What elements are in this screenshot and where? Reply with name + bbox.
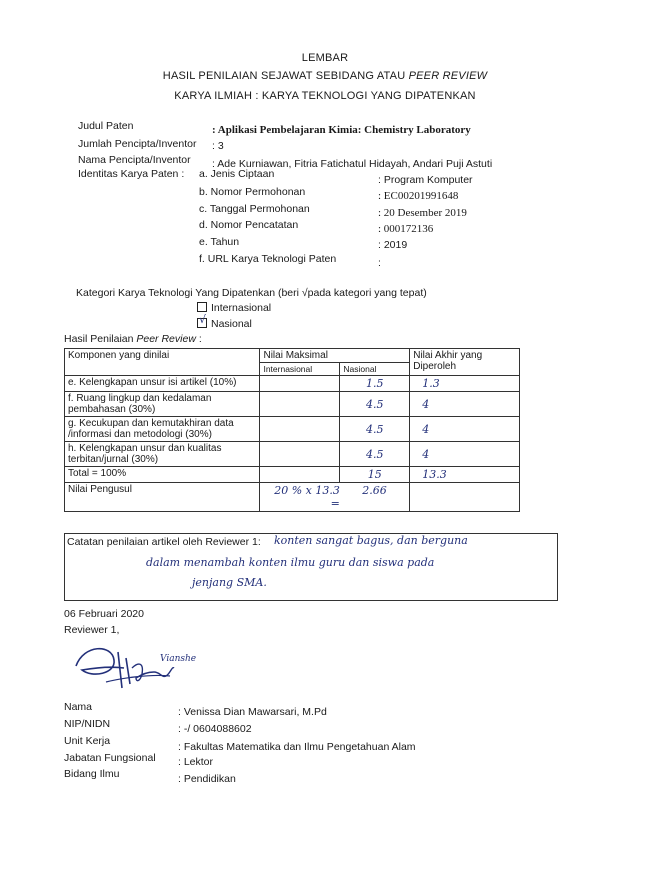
th-akhir-line2: Diperoleh <box>413 361 457 372</box>
hasil-label-italic: Peer Review <box>136 333 196 345</box>
item-label-b: b. Nomor Permohonan <box>199 186 306 198</box>
row-label: h. Kelengkapan unsur dan kualitas terbitan/jurnal (30%) <box>65 442 260 467</box>
cell-akhir: 4 <box>410 392 520 417</box>
pengusul-label: Nilai Pengusul <box>65 483 260 512</box>
cell-internasional <box>260 392 340 417</box>
item-value-e: : 2019 <box>378 239 408 251</box>
doc-subtitle-2: KARYA ILMIAH : KARYA TEKNOLOGI YANG DIPATENKAN <box>174 90 476 102</box>
th-nilai-akhir <box>410 349 520 376</box>
cell-internasional <box>260 417 340 442</box>
th-nilai-maksimal: Nilai Maksimal <box>260 349 410 363</box>
catatan-text-3: jenjang SMA. <box>192 576 267 589</box>
table-pengusul-row <box>65 483 520 512</box>
hasil-label-text: Hasil Penilaian <box>64 333 137 345</box>
table-total-row <box>65 467 520 483</box>
item-label-a: a. Jenis Ciptaan <box>199 168 275 180</box>
kategori-option-internasional <box>197 302 271 314</box>
item-value-b: : EC00201991648 <box>378 190 459 202</box>
nama-value: : Ade Kurniawan, Fitria Fatichatul Hidayah, Andari Puji Astuti <box>212 158 493 170</box>
cell-empty <box>410 483 520 512</box>
cell-nasional: 4.5 <box>340 442 410 467</box>
identitas-label: Identitas Karya Paten : <box>78 168 185 180</box>
hasil-label-suffix: : <box>195 333 202 345</box>
total-akhir: 13.3 <box>410 467 520 483</box>
kategori-title: Kategori Karya Teknologi Yang Dipatenkan (beri √pada kategori yang tepat) <box>76 287 427 299</box>
item-label-d: d. Nomor Pencatatan <box>199 219 299 231</box>
checkbox-unchecked-icon <box>197 302 207 312</box>
signature-suffix: Vianshe <box>160 654 197 664</box>
identity-value-nama: : Venissa Dian Mawarsari, M.Pd <box>178 706 327 718</box>
cell-nasional: 4.5 <box>340 417 410 442</box>
cell-nasional: 4.5 <box>340 392 410 417</box>
kategori-option-label: Internasional <box>211 302 272 314</box>
item-label-f: f. URL Karya Teknologi Paten <box>199 253 337 265</box>
subtitle-italic: PEER REVIEW <box>408 70 488 82</box>
th-nasional: Nasional <box>340 363 410 376</box>
identity-label-nama: Nama <box>64 701 93 713</box>
th-internasional: Internasional <box>260 363 340 376</box>
item-label-e: e. Tahun <box>199 236 240 248</box>
cell-internasional <box>260 467 340 483</box>
total-label: Total = 100% <box>65 467 260 483</box>
cell-akhir: 4 <box>410 442 520 467</box>
item-value-a: : Program Komputer <box>378 174 473 186</box>
judul-value: : Aplikasi Pembelajaran Kimia: Chemistry Laboratory <box>212 124 471 136</box>
identity-label-bidang: Bidang Ilmu <box>64 768 120 780</box>
cell-internasional <box>260 442 340 467</box>
th-komponen: Komponen yang dinilai <box>65 349 260 376</box>
catatan-text-1: konten sangat bagus, dan berguna <box>274 534 468 547</box>
table-header-row <box>65 349 520 363</box>
total-nasional: 15 <box>340 467 410 483</box>
judul-label: Judul Paten <box>78 120 134 132</box>
identity-value-nip: : -/ 0604088602 <box>178 723 252 735</box>
hasil-label <box>64 333 202 345</box>
review-date: 06 Februari 2020 <box>64 608 144 620</box>
catatan-label: Catatan penilaian artikel oleh Reviewer 1: <box>67 536 261 548</box>
cell-akhir: 1.3 <box>410 376 520 392</box>
jumlah-value: : 3 <box>212 140 224 152</box>
jumlah-label: Jumlah Pencipta/Inventor <box>78 138 197 150</box>
identity-value-bidang: : Pendidikan <box>178 773 236 785</box>
review-table <box>64 348 520 512</box>
item-value-d: : 000172136 <box>378 223 434 235</box>
pengusul-result: 2.66 <box>340 483 410 512</box>
doc-title: LEMBAR <box>301 52 349 64</box>
identity-value-unit: : Fakultas Matematika dan Ilmu Pengetahuan Alam <box>178 741 416 753</box>
cell-nasional: 1.5 <box>340 376 410 392</box>
table-row <box>65 417 520 442</box>
cell-akhir: 4 <box>410 417 520 442</box>
catatan-text-2: dalam menambah konten ilmu guru dan siswa pada <box>146 556 435 569</box>
row-label: g. Kecukupan dan kemutakhiran data /informasi dan metodologi (30%) <box>65 417 260 442</box>
table-row <box>65 442 520 467</box>
th-akhir-line1: Nilai Akhir yang <box>413 350 483 361</box>
identity-label-jabatan: Jabatan Fungsional <box>64 752 156 764</box>
kategori-option-nasional <box>197 313 252 330</box>
nama-label: Nama Pencipta/Inventor <box>78 154 191 166</box>
identity-label-unit: Unit Kerja <box>64 735 111 747</box>
checkbox-checked-icon <box>197 313 207 328</box>
item-value-c: : 20 Desember 2019 <box>378 207 467 219</box>
item-value-f: : <box>378 257 381 269</box>
row-label: e. Kelengkapan unsur isi artikel (10%) <box>65 376 260 392</box>
pengusul-formula: 20 % x 13.3 = <box>260 483 340 512</box>
item-label-c: c. Tanggal Permohonan <box>199 203 310 215</box>
row-label: f. Ruang lingkup dan kedalaman pembahasan (30%) <box>65 392 260 417</box>
table-row <box>65 376 520 392</box>
reviewer-label: Reviewer 1, <box>64 624 120 636</box>
kategori-option-label: Nasional <box>211 318 252 330</box>
subtitle-text: HASIL PENILAIAN SEJAWAT SEBIDANG ATAU <box>162 70 409 82</box>
doc-subtitle <box>0 70 650 82</box>
cell-internasional <box>260 376 340 392</box>
table-row <box>65 392 520 417</box>
signature-image <box>70 638 190 694</box>
identity-label-nip: NIP/NIDN <box>64 718 111 730</box>
identity-value-jabatan: : Lektor <box>178 756 214 768</box>
check-mark: √ <box>199 313 207 326</box>
